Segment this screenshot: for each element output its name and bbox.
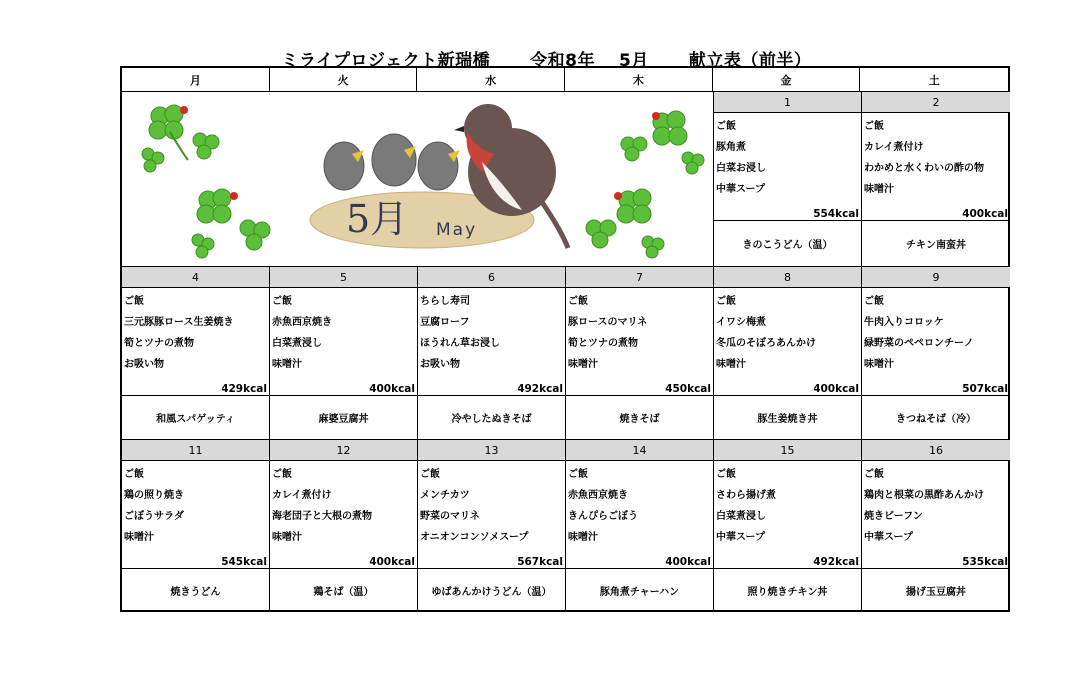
title-month: 5月 — [618, 51, 649, 71]
menu-item: オニオンコンソメスープ — [420, 532, 529, 543]
menu-item: 味噌汁 — [568, 359, 598, 370]
menu-item: 白菜煮浸し — [272, 338, 322, 349]
kcal-value: 492kcal — [517, 383, 563, 395]
menu-item: 味噌汁 — [272, 359, 302, 370]
menu-item: 白菜煮浸し — [716, 511, 766, 522]
day-number: 8 — [714, 267, 862, 288]
menu-cell — [418, 288, 566, 396]
day-number: 7 — [566, 267, 714, 288]
day-number: 13 — [418, 440, 566, 461]
menu-item: ご飯 — [716, 296, 736, 307]
menu-cell — [714, 461, 862, 569]
day-number: 5 — [270, 267, 418, 288]
menu-item: お吸い物 — [420, 359, 460, 370]
day-number: 11 — [122, 440, 270, 461]
menu-item: 焼きビーフン — [864, 511, 923, 522]
chick-icons — [324, 134, 458, 190]
menu-list — [714, 288, 861, 375]
menu-list — [566, 461, 713, 548]
menu-item: 味噌汁 — [124, 532, 154, 543]
menu-item: 鶏肉と根菜の黒酢あんかけ — [864, 490, 984, 501]
menu-cell — [862, 461, 1010, 569]
menu-cell — [566, 461, 714, 569]
title-facility: ミライプロジェクト新瑞橋 — [281, 51, 491, 71]
noodle-menu: きのこうどん（温） — [714, 221, 862, 267]
noodle-menu: 鶏そば（温） — [270, 569, 418, 612]
menu-list — [714, 461, 861, 548]
menu-cell — [714, 113, 862, 221]
menu-cell — [566, 288, 714, 396]
menu-item: 鶏の照り焼き — [124, 490, 184, 501]
kcal-value: 400kcal — [369, 383, 415, 395]
day-number: 4 — [122, 267, 270, 288]
kcal-value: 507kcal — [962, 383, 1008, 395]
weekday-header-row — [122, 68, 1008, 92]
menu-item: 緑野菜のペペロンチーノ — [864, 338, 974, 349]
menu-item: わかめと水くわいの酢の物 — [864, 163, 984, 174]
menu-cell — [122, 461, 270, 569]
menu-item: 中華スープ — [864, 532, 913, 543]
kcal-value: 545kcal — [221, 556, 267, 568]
day-number: 9 — [862, 267, 1010, 288]
noodle-menu: 照り焼きチキン丼 — [714, 569, 862, 612]
menu-cell — [418, 461, 566, 569]
menu-item: ご飯 — [124, 296, 144, 307]
weekday-sat: 土 — [860, 68, 1008, 92]
menu-item: 味噌汁 — [864, 359, 894, 370]
kcal-value: 567kcal — [517, 556, 563, 568]
menu-item: 味噌汁 — [716, 359, 746, 370]
menu-item: ご飯 — [864, 469, 884, 480]
weekday-thu: 木 — [565, 68, 713, 92]
noodle-menu: 豚生姜焼き丼 — [714, 396, 862, 440]
illustration-month: 5月 — [346, 197, 409, 241]
menu-item: ご飯 — [420, 469, 440, 480]
menu-item: 白菜お浸し — [716, 163, 766, 174]
menu-item: 中華スープ — [716, 532, 765, 543]
menu-item: 牛肉入りコロッケ — [864, 317, 944, 328]
weekday-wed: 水 — [417, 68, 565, 92]
illustration-month-en: May — [436, 220, 478, 240]
menu-item: メンチカツ — [420, 490, 470, 501]
menu-item: 豚角煮 — [716, 142, 746, 153]
menu-item: ご飯 — [716, 469, 736, 480]
noodle-menu: きつねそば（冷） — [862, 396, 1010, 440]
day-number: 16 — [862, 440, 1010, 461]
day-number: 14 — [566, 440, 714, 461]
day-number: 1 — [714, 92, 862, 113]
menu-item: 筍とツナの煮物 — [568, 338, 638, 349]
noodle-menu: 豚角煮チャーハン — [566, 569, 714, 612]
menu-item: ご飯 — [716, 121, 736, 132]
noodle-menu: 和風スパゲッティ — [122, 396, 270, 440]
clover-bird-illustration — [122, 92, 712, 266]
menu-list — [566, 288, 713, 375]
menu-item: ご飯 — [272, 296, 292, 307]
noodle-menu: 焼きそば — [566, 396, 714, 440]
noodle-menu: 揚げ玉豆腐丼 — [906, 587, 966, 598]
menu-item: ご飯 — [568, 296, 588, 307]
menu-item: ご飯 — [272, 469, 292, 480]
menu-item: 筍とツナの煮物 — [124, 338, 194, 349]
menu-item: ごぼうサラダ — [124, 511, 184, 522]
menu-item: ご飯 — [864, 296, 884, 307]
kcal-value: 450kcal — [665, 383, 711, 395]
kcal-value: 535kcal — [962, 556, 1008, 568]
page-title — [0, 26, 1080, 71]
noodle-menu: 焼きうどん — [122, 569, 270, 612]
menu-item: 豚ロースのマリネ — [568, 317, 648, 328]
menu-item: 三元豚豚ロース生姜焼き — [124, 317, 234, 328]
menu-item: 中華スープ — [716, 184, 765, 195]
weekday-fri: 金 — [713, 68, 861, 92]
menu-item: イワシ梅煮 — [716, 317, 766, 328]
menu-item: さわら揚げ煮 — [716, 490, 776, 501]
weekday-mon: 月 — [122, 68, 270, 92]
menu-list — [270, 461, 417, 548]
menu-item: 味噌汁 — [272, 532, 302, 543]
menu-list — [122, 461, 269, 548]
kcal-value: 429kcal — [221, 383, 267, 395]
may-illustration — [122, 92, 714, 267]
menu-item: お吸い物 — [124, 359, 164, 370]
menu-list — [862, 461, 1010, 548]
kcal-value: 400kcal — [665, 556, 711, 568]
menu-cell — [862, 113, 1010, 221]
menu-item: 味噌汁 — [864, 184, 894, 195]
menu-list — [862, 113, 1010, 200]
menu-item: 豆腐ローフ — [420, 317, 470, 328]
menu-item: 味噌汁 — [568, 532, 598, 543]
title-label: 献立表（前半） — [688, 51, 812, 71]
menu-item: 海老団子と大根の煮物 — [272, 511, 372, 522]
menu-item: 野菜のマリネ — [420, 511, 480, 522]
noodle-menu: チキン南蛮丼 — [862, 221, 1010, 267]
noodle-menu: 冷やしたぬきそば — [418, 396, 566, 440]
menu-item: ご飯 — [568, 469, 588, 480]
title-year: 令和8年 — [530, 51, 595, 71]
menu-list — [418, 288, 565, 375]
menu-list — [714, 113, 861, 200]
clover-icon — [142, 105, 270, 258]
day-number: 15 — [714, 440, 862, 461]
menu-item: きんぴらごぼう — [568, 511, 638, 522]
menu-item: 赤魚西京焼き — [272, 317, 332, 328]
noodle-menu: 麻婆豆腐丼 — [270, 396, 418, 440]
kcal-value: 400kcal — [962, 208, 1008, 220]
menu-item: カレイ煮付け — [864, 142, 924, 153]
noodle-menu: ゆばあんかけうどん（温） — [418, 569, 566, 612]
menu-list — [862, 288, 1010, 375]
day-number: 6 — [418, 267, 566, 288]
menu-cell — [862, 288, 1010, 396]
day-number: 2 — [862, 92, 1010, 113]
menu-cell — [270, 288, 418, 396]
menu-item: ほうれん草お浸し — [420, 338, 500, 349]
menu-item: ちらし寿司 — [420, 296, 470, 307]
kcal-value: 400kcal — [369, 556, 415, 568]
menu-item: 冬瓜のそぼろあんかけ — [716, 338, 816, 349]
menu-cell — [714, 288, 862, 396]
kcal-value: 400kcal — [813, 383, 859, 395]
menu-table — [120, 66, 1010, 612]
menu-cell — [122, 288, 270, 396]
menu-item: 赤魚西京焼き — [568, 490, 628, 501]
menu-list — [122, 288, 269, 375]
menu-list — [270, 288, 417, 375]
kcal-value: 554kcal — [813, 208, 859, 220]
kcal-value: 492kcal — [813, 556, 859, 568]
weekday-tue: 火 — [270, 68, 418, 92]
menu-list — [418, 461, 565, 548]
menu-cell — [270, 461, 418, 569]
day-number: 12 — [270, 440, 418, 461]
menu-item: カレイ煮付け — [272, 490, 332, 501]
menu-item: ご飯 — [864, 121, 884, 132]
menu-item: ご飯 — [124, 469, 144, 480]
